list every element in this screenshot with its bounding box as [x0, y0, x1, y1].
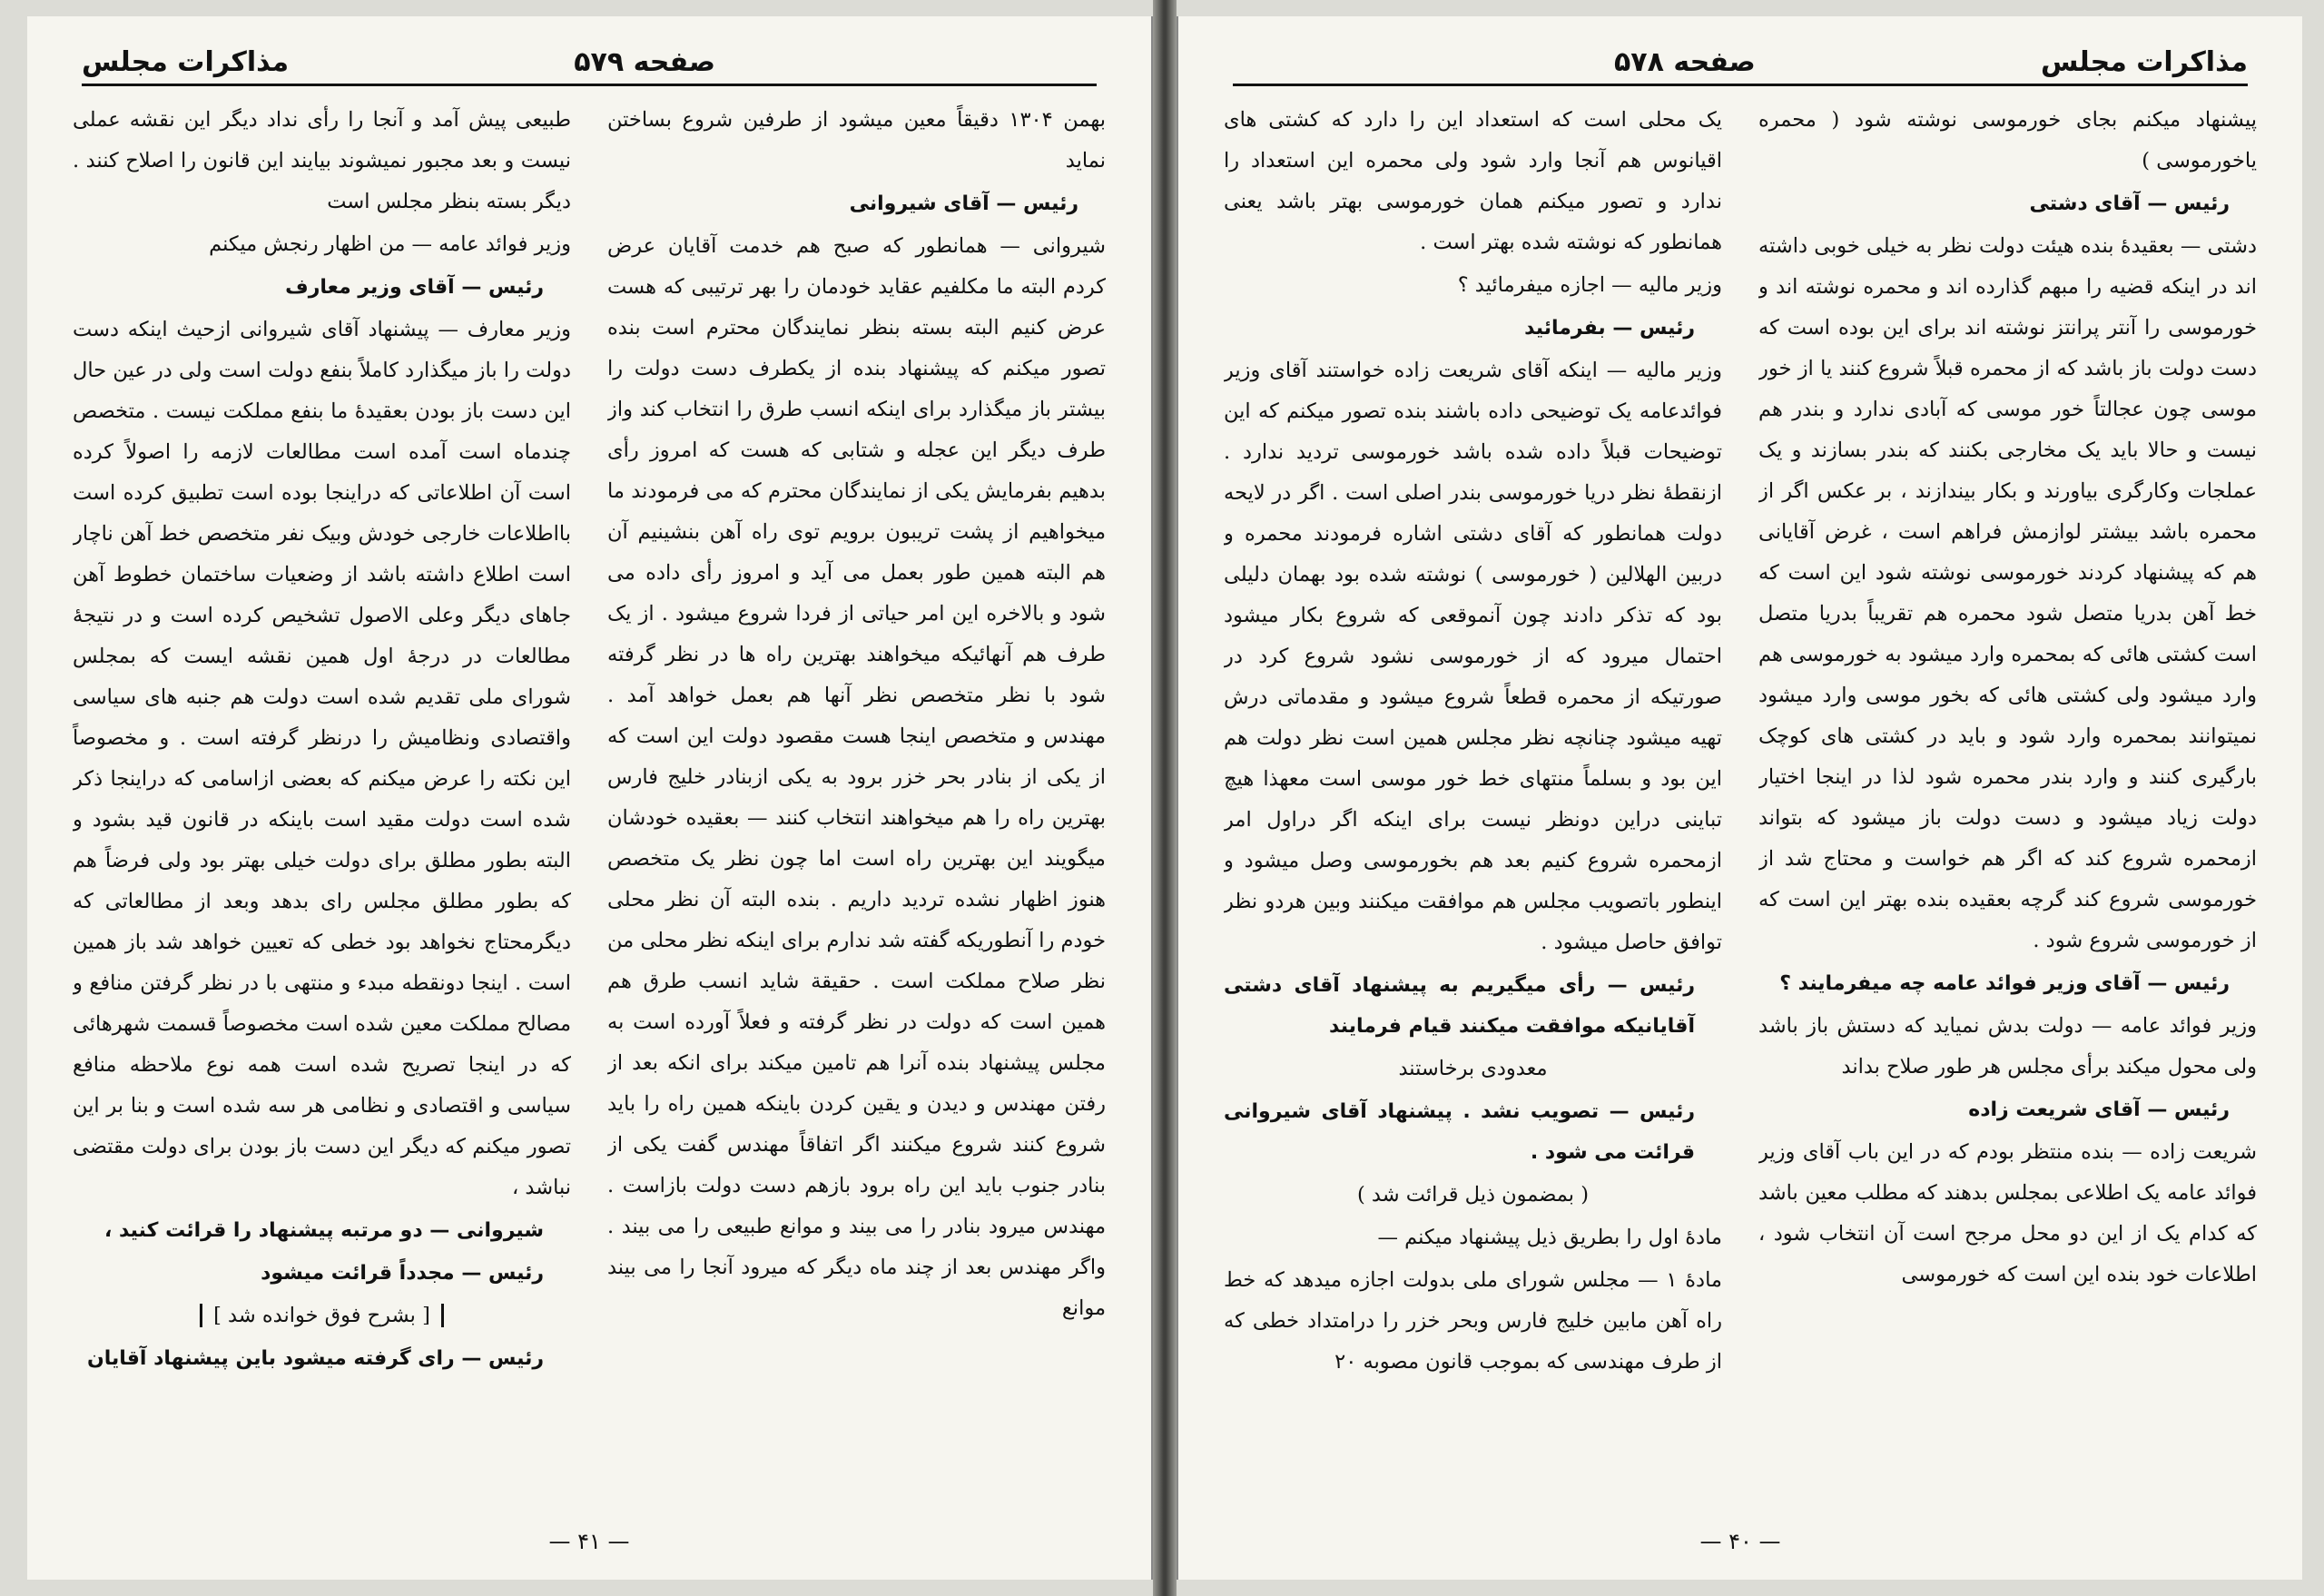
speaker-line: رئیس — آقای وزیر معارف [285, 276, 544, 299]
right-page-footer: — ۴۰ — [1699, 1529, 1781, 1554]
paragraph [73, 1296, 571, 1336]
speaker-line: رئیس — آقای دشتی [2029, 192, 2230, 215]
paragraph: دشتی — بعقیدهٔ بنده هیئت دولت نظر به خیلی خوبی داشته اند در اینکه قضیه را مبهم گذارده اند و محمره نوشته اند و خورموسی را آنتر پرانتز نوشته اند برای این بوده است که دست دولت باز باشد که از محمره قبلاً شروع کنند یا از خور موسی چون عجالتاً خور موسی که آبادی ندارد و بندر هم نیست و حالا باید یک مخارجی بکنند که بندر بسازند و یک عملجات وکارگری بیاورند و بکار بیندازند ، بر عکس اگر از محمره باشد بیشتر لوازمش فراهم است ، غرض آقایانی هم که پیشنهاد کردند خورموسی نوشته شود این است که خط آهن بدریا متصل شود محمره هم تقریباً بدریا متصل است کشتی هائی که بمحمره وارد میشود به خورموسی هم وارد میشود ولی کشتی هائی که بخور موسی وارد میشود نمیتوانند بمحمره وارد شود و باید در کشتی های کوچک بارگیری کنند و وارد بندر محمره شود لذا در اینجا اختیار دولت زیاد میشود و دست دولت باز میشود که بتواند ازمحمره شروع کند که اگر هم خواست و محتاج شد از خورموسی شروع کند گرچه بعقیده بنده بهتر این است که از خورموسی شروع شود . [1758, 234, 2257, 952]
right-page-column-right [1758, 100, 2257, 1498]
speaker-line: رئیس — رأی میگیریم به پیشنهاد آقای دشتی آقایانیکه موافقت میکنند قیام فرمایند [1224, 974, 1695, 1038]
paragraph: وزیر معارف — پیشنهاد آقای شیروانی ازحیث اینکه دست دولت را باز میگذارد کاملاً بنفع دولت است ولی در عین حال این دست باز بودن بعقیدهٔ ما بنفع مملکت نیست . متخصص چندماه است آمده است مطالعات لازمه را اصولاً کرده است آن اطلاعاتی که دراینجا بوده است تطبیق کرده است بااطلاعات خارجی خودش وبیک نفر متخصص خط آهن ناچار است اطلاع داشته باشد از وضعیات ساختمان خطوط آهن جاهای دیگر وعلی الاصول تشخیص کرده است و در نتیجهٔ مطالعات در درجهٔ اول همین نقشه ایست که بمجلس شورای ملی تقدیم شده است دولت هم جنبه های سیاسی واقتصادی ونظامیش را درنظر گرفته است . و مخصوصاً این نکته را عرض میکنم که بعضی ازاسامی که دراینجا ذکر شده است دولت مقید است باینکه در قانون قید بشود و البته بطور مطلق برای دولت خیلی بهتر بود ولی فرضاً هم که بطور مطلق مجلس رای بدهد وبعد از مطالعاتی که دیگرمحتاج نخواهد بود خطی که تعیین خواهد شد باز همین است . اینجا دونقطه مبدء و منتهی با در نظر گرفتن منافع و مصالح مملکت معین شده است مخصوصاً قسمت شهرهائی که در اینجا تصریح شده است همه نوع ملاحظه منافع سیاسی و اقتصادی و نظامی هر سه شده است و بنا بر این تصور میکنم که دیگر این دست باز بودن برای دولت مقتضی نباشد ، [73, 318, 571, 1199]
paragraph: بهمن ۱۳۰۴ دقیقاً معین میشود از طرفین شروع بساختن نماید [607, 108, 1106, 172]
paragraph: پیشنهاد میکنم بجای خورموسی نوشته شود ( محمره یاخورموسی ) [1758, 108, 2257, 172]
paragraph: ( بمضمون ذیل قرائت شد ) [1356, 1183, 1589, 1207]
right-page-header [1233, 29, 2248, 86]
paragraph: وزیر فوائد عامه — دولت بدش نمیاید که دستش باز باشد ولی محول میکند برأی مجلس هر طور صلاح بداند [1758, 1014, 2257, 1079]
left-page [27, 16, 1153, 1580]
speaker-line: رئیس — تصویب نشد . پیشنهاد آقای شیروانی قرائت می شود . [1224, 1100, 1695, 1164]
right-page-title: مذاکرات مجلس [2040, 46, 2248, 78]
left-page-footer: — ۴۱ — [548, 1529, 630, 1554]
left-page-column-right [607, 100, 1106, 1498]
book-gutter [1153, 0, 1177, 1596]
right-page-number: صفحه ۵۷۸ [1614, 46, 1756, 78]
paragraph: یک محلی است که استعداد این را دارد که کشتی های اقیانوس هم آنجا وارد شود ولی محمره این استعداد را ندارد و تصور میکنم همان خورموسی بهتر باشد یعنی همانطور که نوشته شده بهتر است . [1224, 108, 1722, 254]
speaker-line: رئیس — رای گرفته میشود باین پیشنهاد آقایان [86, 1347, 544, 1370]
paragraph: وزیر فوائد عامه — من اظهار رنجش میکنم [209, 232, 571, 256]
paragraph: مادهٔ اول را بطریق ذیل پیشنهاد میکنم — [1377, 1226, 1722, 1249]
paragraph: معدودی برخاستند [1398, 1057, 1548, 1080]
speaker-line: رئیس — آقای شیروانی [849, 192, 1078, 215]
left-page-column-left [73, 100, 571, 1498]
speaker-line: رئیس — آقای وزیر فوائد عامه چه میفرمایند ؟ [1779, 972, 2230, 995]
right-page [1177, 16, 2302, 1580]
right-page-columns [1224, 100, 2257, 1498]
left-page-columns [73, 100, 1106, 1498]
speaker-line: رئیس — بفرمائید [1524, 317, 1695, 340]
paragraph: شریعت زاده — بنده منتظر بودم که در این باب آقای وزیر فوائد عامه یک اطلاعی بمجلس بدهند که مطلب معین باشد که کدام یک از این دو محل مرجح است آن انتخاب شود ، اطلاعات خود بنده این است که خورموسی [1758, 1140, 2257, 1286]
speaker-line: رئیس — مجدداً قرائت میشود [261, 1262, 544, 1285]
bracketed-note: [ بشرح فوق خوانده شد ] [200, 1304, 444, 1327]
right-page-column-left [1224, 100, 1722, 1498]
paragraph: وزیر مالیه — اجازه میفرمائید ؟ [1457, 273, 1722, 297]
speaker-line: شیروانی — دو مرتبه پیشنهاد را قرائت کنید ، [103, 1219, 544, 1242]
paragraph: شیروانی — همانطور که صبح هم خدمت آقایان عرض کردم البته ما مکلفیم عقاید خودمان را بهر ترتیبی که هست عرض کنیم البته بسته بنظر نمایندگان محترم است بنده تصور میکنم که پیشنهاد بنده از یکطرف دست دولت را بیشتر باز میگذارد برای اینکه انسب طرق را انتخاب کند واز طرف دیگر این عجله و شتابی که هست که امروز رأی بدهیم بفرمایش یکی از نمایندگان محترم که می فرمودند ما میخواهیم از پشت تریبون برویم توی راه آهن بنشینیم آن هم البته همین طور بعمل می آید و امروز رأی داده می شود و بالاخره این امر حیاتی از فردا شروع میشود . از یک طرف هم آنهائیکه میخواهند بهترین راه ها در نظر گرفته شود با نظر متخصص نظر آنها هم بعمل خواهد آمد . مهندس و متخصص اینجا هست مقصود دولت این است که از یکی از بنادر بحر خزر برود به یکی ازبنادر خلیج فارس بهترین راه را هم میخواهند انتخاب کنند — بعقیده خودشان میگویند این بهترین راه است اما چون نظر یک متخصص هنوز اظهار نشده تردید داریم . بنده البته آن نظر محلی خودم را آنطوریکه گفته شد ندارم برای اینکه نظر محلی من نظر صلاح مملکت است . حقیقة شاید انسب طرق هم همین است که دولت در نظر گرفته و فعلاً آورده است به مجلس پیشنهاد بنده آنرا هم تامین میکند برای انکه بعد از رفتن مهندس و دیدن و یقین کردن باینکه همین راه را باید شروع کنند شروع میکنند اگر اتفاقاً مهندس گفت یکی از بنادر جنوب باید این راه برود بازهم دست دولت بازاست . مهندس میرود بنادر را می بیند و موانع طبیعی را می بیند . واگر مهندس بعد از چند ماه دیگر که میرود آنجا را می بیند موانع [607, 234, 1106, 1320]
speaker-line: رئیس — آقای شریعت زاده [1968, 1098, 2230, 1121]
paragraph: طبیعی پیش آمد و آنجا را رأی نداد دیگر این نقشه عملی نیست و بعد مجبور نمیشوند بیایند این قانون را اصلاح کنند . دیگر بسته بنظر مجلس است [73, 108, 571, 213]
paragraph: مادهٔ ۱ — مجلس شورای ملی بدولت اجازه میدهد که خط راه آهن مابین خلیج فارس وبحر خزر را درامتداد خطی که از طرف مهندسی که بموجب قانون مصوبه ۲۰ [1224, 1268, 1722, 1374]
left-page-number: صفحه ۵۷۹ [574, 46, 715, 78]
left-page-header [82, 29, 1097, 86]
paragraph: وزیر مالیه — اینکه آقای شریعت زاده خواستند آقای وزیر فوائدعامه یک توضیحی داده باشند بنده تصور میکنم که این توضیحات قبلاً داده شده باشد خورموسی تردید ندارد . ازنقطهٔ نظر دریا خورموسی بندر اصلی است . اگر در لایحه دولت همانطور که آقای دشتی اشاره فرمودند محمره و دربین الهلالین ( خورموسی ) نوشته شده بود بهمان دلیلی بود که تذکر دادند چون آنموقعی که شروع بکار میشود احتمال میرود که از خورموسی نشود شروع کرد در صورتیکه از محمره قطعاً شروع میشود و مقدماتی درش تهیه میشود چنانچه نظر مجلس همین است نظر دولت هم این بود و بسلماً منتهای خط خور موسی است معهذا هیچ تباینی دراین دونظر نیست برای اینکه اگر دراول امر ازمحمره شروع کنیم بعد هم بخورموسی وصل میشود و اینطور باتصویب مجلس هم موافقت میکنند وبین هردو نظر توافق حاصل میشود . [1224, 359, 1722, 954]
left-page-title: مذاکرات مجلس [82, 46, 290, 78]
